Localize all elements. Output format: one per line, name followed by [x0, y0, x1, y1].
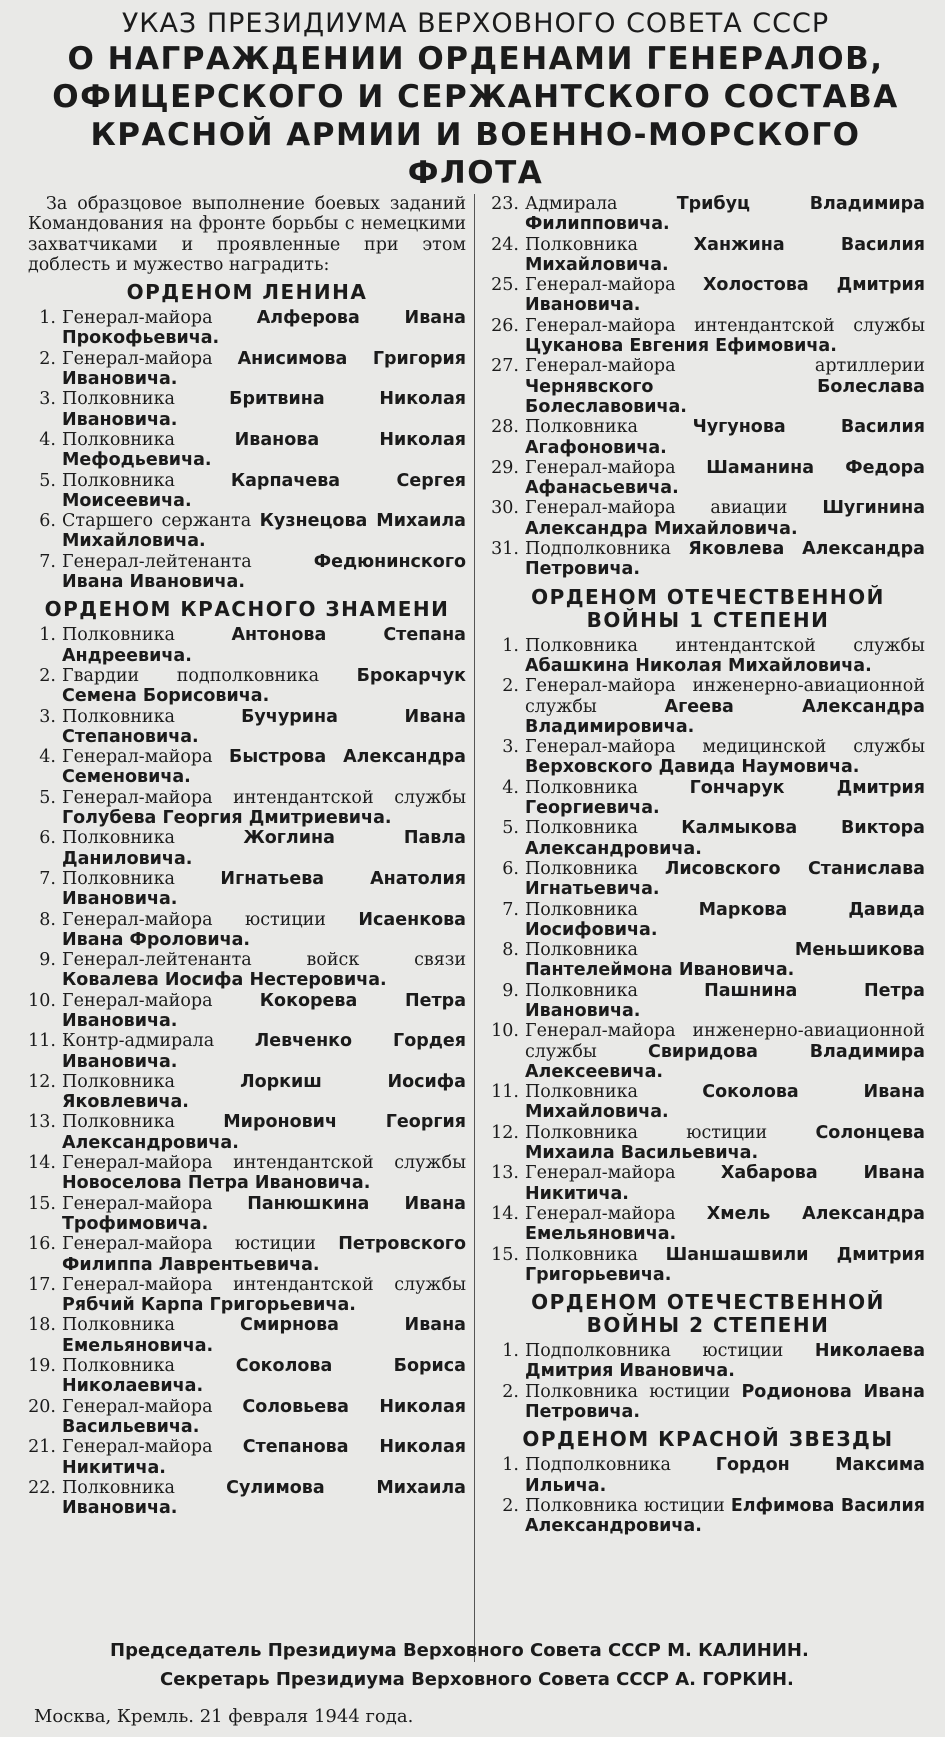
awardee-number: 27.	[491, 356, 519, 377]
awardee-rank: Генерал-майора медицинской службы	[525, 737, 925, 758]
awardee-item	[28, 869, 466, 910]
awardee-item	[28, 1275, 466, 1316]
awardee-name: Жоглина Павла Даниловича.	[62, 828, 466, 869]
awardee-rank: Полковника юстиции	[525, 1381, 731, 1402]
awardee-number: 31.	[491, 539, 519, 560]
awardee-number: 7.	[39, 551, 56, 572]
awardee-item	[491, 900, 925, 941]
awardee-name: Быстрова Александра Семеновича.	[62, 747, 466, 788]
awardee-name: Гордон Максима Ильича.	[525, 1455, 925, 1496]
awardee-rank: Полковника	[62, 828, 175, 849]
awardee-rank: Полковника	[62, 1477, 175, 1498]
awardee-item	[28, 308, 466, 349]
awardee-name: Соколова Ивана Михайловича.	[525, 1082, 925, 1123]
secretary-signature: Секретарь Президиума Верховного Совета СССР А. ГОРКИН.	[160, 1669, 794, 1690]
awardee-item	[28, 1397, 466, 1438]
awardee-name: Цуканова Евгения Ефимовича.	[525, 336, 837, 357]
awardee-item	[28, 552, 466, 593]
awardee-number: 8.	[502, 940, 519, 961]
awardee-number: 8.	[39, 909, 56, 930]
awardee-name: Пашнина Петра Ивановича.	[525, 980, 925, 1021]
awardee-name: Смирнова Ивана Емельяновича.	[62, 1315, 466, 1356]
awardee-name: Панюшкина Ивана Трофимовича.	[62, 1193, 466, 1234]
awardee-item	[491, 275, 925, 316]
awardee-name: Верховского Давида Наумовича.	[525, 757, 860, 778]
awardee-rank: Полковника	[525, 417, 638, 438]
awardee-item	[28, 1315, 466, 1356]
awardee-item	[28, 1356, 466, 1397]
awardee-name: Анисимова Григория Ивановича.	[62, 348, 466, 390]
awardee-number: 15.	[28, 1193, 56, 1214]
awardee-item	[491, 1496, 925, 1537]
awardee-number: 12.	[28, 1071, 56, 1092]
awardee-rank: Подполковника юстиции	[525, 1341, 784, 1362]
awardee-number: 5.	[39, 787, 56, 808]
awardee-rank: Генерал-майора интендантской службы	[62, 1153, 466, 1174]
awardee-item	[491, 636, 925, 677]
awardee-name: Исаенкова Ивана Фроловича.	[62, 909, 466, 950]
awardee-number: 5.	[39, 470, 56, 491]
awardee-name: Соловьева Николая Васильевича.	[62, 1396, 466, 1437]
awardee-number: 30.	[491, 498, 519, 519]
awardee-number: 7.	[39, 868, 56, 889]
awardee-rank: Генерал-майора интендантской службы	[62, 787, 466, 808]
awardee-item	[28, 471, 466, 512]
awardee-name: Родионова Ивана Петровича.	[525, 1381, 925, 1423]
awardee-item	[28, 511, 466, 552]
decree-body	[28, 194, 923, 1662]
awardee-number: 13.	[491, 1163, 519, 1184]
awardee-list	[491, 1341, 925, 1422]
awardee-item	[28, 430, 466, 471]
awardee-rank: Полковника	[525, 1082, 638, 1103]
award-section-title: ОРДЕНОМ ЛЕНИНА	[126, 280, 368, 305]
awardee-number: 2.	[39, 348, 56, 369]
awardee-list	[491, 636, 925, 1286]
awardee-item	[28, 1153, 466, 1194]
awardee-number: 14.	[28, 1153, 56, 1174]
awardee-name: Яковлева Александра Петровича.	[525, 539, 925, 580]
awardee-item	[28, 828, 466, 869]
awardee-number: 2.	[502, 1495, 519, 1516]
awardee-name: Федюнинского Ивана Ивановича.	[62, 551, 466, 593]
awardee-item	[28, 707, 466, 748]
decree-header	[28, 8, 923, 192]
awardee-number: 12.	[491, 1122, 519, 1143]
decree-title-line-1: О НАГРАЖДЕНИИ ОРДЕНАМИ ГЕНЕРАЛОВ,	[67, 41, 884, 77]
awardee-rank: Генерал-майора	[62, 747, 213, 768]
awardee-number: 9.	[39, 950, 56, 971]
awardee-number: 1.	[502, 1455, 519, 1476]
awardee-rank: Генерал-майора юстиции	[62, 1234, 316, 1255]
awardee-rank: Генерал-майора артиллерии	[525, 356, 925, 377]
awardee-item	[28, 625, 466, 666]
awardee-item	[491, 1204, 925, 1245]
awardee-item	[28, 1437, 466, 1478]
awardee-rank: Генерал-майора инженерно-авиационной службы	[525, 676, 925, 717]
awardee-number: 10.	[491, 1021, 519, 1042]
awardee-rank: Полковника	[62, 389, 175, 410]
awardee-rank: Генерал-лейтенанта войск связи	[62, 950, 466, 971]
chairman-signature: Председатель Президиума Верховного Совета СССР М. КАЛИНИН.	[110, 1640, 809, 1661]
awardee-item	[491, 539, 925, 580]
awardee-name: Николаева Дмитрия Ивановича.	[525, 1341, 925, 1382]
award-section-title: ОРДЕНОМ КРАСНОГО ЗНАМЕНИ	[44, 597, 450, 622]
awardee-number: 20.	[28, 1396, 56, 1417]
awardee-number: 11.	[491, 1082, 519, 1103]
awardee-rank: Полковника	[62, 625, 175, 646]
awardee-number: 6.	[39, 828, 56, 849]
awardee-item	[491, 778, 925, 819]
awardee-rank: Полковника	[525, 940, 638, 961]
awardee-number: 18.	[28, 1315, 56, 1336]
awardee-name: Чугунова Василия Агафоновича.	[525, 417, 925, 458]
awardee-name: Маркова Давида Иосифовича.	[525, 899, 925, 940]
awardee-rank: Подполковника	[525, 1455, 671, 1476]
awardee-name: Кокорева Петра Ивановича.	[62, 990, 466, 1031]
awardee-item	[491, 1123, 925, 1164]
awardee-name: Калмыкова Виктора Александровича.	[525, 818, 925, 859]
awardee-name: Свиридова Владимира Алексеевича.	[525, 1041, 925, 1082]
awardee-rank: Полковника	[62, 1356, 175, 1377]
awardee-item	[491, 940, 925, 981]
decree-title-line-2: ОФИЦЕРСКОГО И СЕРЖАНТСКОГО СОСТАВА	[52, 79, 899, 115]
awardee-rank: Генерал-майора	[62, 1437, 213, 1458]
awardee-item	[28, 1194, 466, 1235]
awardee-rank: Полковника	[525, 234, 638, 255]
awardee-item	[491, 1163, 925, 1204]
awardee-item	[491, 1245, 925, 1286]
awardee-rank: Генерал-майора инженерно-авиационной службы	[525, 1021, 925, 1062]
awardee-rank: Генерал-майора интендантской службы	[525, 315, 925, 336]
awardee-name: Брокарчук Семена Борисовича.	[62, 665, 466, 707]
award-section-title: ОРДЕНОМ КРАСНОЙ ЗВЕЗДЫ	[522, 1427, 894, 1452]
awardee-item	[28, 1072, 466, 1113]
awardee-item	[28, 1234, 466, 1275]
awardee-rank: Полковника	[62, 470, 175, 491]
awardee-name: Соколова Бориса Николаевича.	[62, 1356, 466, 1397]
awardee-rank: Адмирала	[525, 194, 618, 214]
awardee-number: 3.	[39, 706, 56, 727]
awardee-number: 10.	[28, 990, 56, 1011]
awardee-number: 3.	[502, 737, 519, 758]
decree-issuer: УКАЗ ПРЕЗИДИУМА ВЕРХОВНОГО СОВЕТА СССР	[121, 8, 830, 39]
awardee-number: 4.	[502, 777, 519, 798]
decree-intro: За образцовое выполнение боевых заданий Командования на фронте борьбы с немецкими захватчиками и проявленные при этом доблесть и мужество наградить:	[28, 194, 466, 275]
awardee-number: 19.	[28, 1356, 56, 1377]
awardee-item	[28, 1031, 466, 1072]
awardee-rank: Полковника	[525, 980, 638, 1001]
awardee-item	[491, 356, 925, 417]
awardee-name: Рябчий Карпа Григорьевича.	[62, 1295, 356, 1316]
awardee-name: Холостова Дмитрия Ивановича.	[525, 275, 925, 316]
awardee-list	[491, 194, 925, 580]
awardee-rank: Подполковника	[525, 539, 671, 560]
awardee-number: 15.	[491, 1244, 519, 1265]
awardee-item	[491, 498, 925, 539]
awardee-rank: Генерал-майора юстиции	[62, 909, 326, 930]
awardee-name: Бучурина Ивана Степановича.	[62, 706, 466, 747]
awardee-rank: Генерал-майора	[62, 308, 213, 329]
awardee-number: 23.	[491, 194, 519, 214]
awardee-name: Карпачева Сергея Моисеевича.	[62, 470, 466, 511]
awardee-number: 1.	[39, 625, 56, 646]
awardee-number: 5.	[502, 818, 519, 839]
awardee-rank: Полковника	[525, 1244, 638, 1265]
awardee-list	[28, 308, 466, 592]
awardee-rank: Полковника	[62, 868, 175, 889]
awardee-number: 22.	[28, 1477, 56, 1498]
awardee-rank: Генерал-майора	[525, 275, 676, 296]
awardee-name: Абашкина Николая Михайловича.	[525, 655, 872, 676]
awardee-name: Шугинина Александра Михайловича.	[525, 498, 925, 539]
awardee-name: Гончарук Дмитрия Георгиевича.	[525, 777, 925, 819]
awardee-number: 1.	[39, 308, 56, 329]
awardee-item	[491, 737, 925, 778]
awardee-name: Ковалева Иосифа Нестеровича.	[62, 970, 387, 991]
awardee-item	[491, 818, 925, 859]
awardee-number: 28.	[491, 417, 519, 438]
awardee-number: 17.	[28, 1274, 56, 1295]
awardee-name: Шаманина Федора Афанасьевича.	[525, 457, 925, 499]
awardee-name: Новоселова Петра Ивановича.	[62, 1173, 371, 1194]
awardee-rank: Контр-адмирала	[62, 1031, 215, 1052]
awardee-number: 4.	[39, 747, 56, 768]
awardee-item	[491, 458, 925, 499]
awardee-number: 2.	[502, 676, 519, 697]
awardee-number: 14.	[491, 1203, 519, 1224]
awardee-rank: Генерал-майора	[62, 990, 213, 1011]
awardee-number: 6.	[39, 511, 56, 532]
awardee-item	[28, 747, 466, 788]
awardee-list	[28, 625, 466, 1518]
awardee-number: 4.	[39, 429, 56, 450]
awardee-rank: Полковника	[62, 1315, 175, 1336]
awardee-number: 25.	[491, 275, 519, 296]
awardee-rank: Генерал-майора	[62, 348, 213, 369]
awardee-name: Сулимова Михаила Ивановича.	[62, 1477, 466, 1519]
awardee-item	[491, 1021, 925, 1082]
awardee-name: Игнатьева Анатолия Ивановича.	[62, 868, 466, 910]
decree-title-line-3: КРАСНОЙ АРМИИ И ВОЕННО-МОРСКОГО ФЛОТА	[90, 117, 861, 191]
awardee-name: Лоркиш Иосифа Яковлевича.	[62, 1071, 466, 1113]
awardee-number: 29.	[491, 457, 519, 478]
awardee-item	[491, 1341, 925, 1382]
awardee-item	[28, 788, 466, 829]
awardee-number: 1.	[502, 635, 519, 656]
awardee-rank: Полковника	[525, 899, 638, 920]
awardee-item	[491, 859, 925, 900]
awardee-rank: Полковника юстиции	[525, 1122, 768, 1143]
awardee-item	[491, 417, 925, 458]
awardee-number: 2.	[39, 665, 56, 686]
awardee-rank: Полковника юстиции	[525, 1495, 725, 1516]
awardee-item	[491, 316, 925, 357]
awardee-number: 6.	[502, 858, 519, 879]
award-section-title: ОРДЕНОМ ОТЕЧЕСТВЕННОЙ ВОЙНЫ 1 СТЕПЕНИ	[531, 584, 885, 632]
awardee-item	[28, 991, 466, 1032]
awardee-rank: Генерал-майора	[525, 1163, 676, 1184]
awardee-number: 21.	[28, 1437, 56, 1458]
awardee-item	[28, 1112, 466, 1153]
awardee-name: Меньшикова Пантелеймона Ивановича.	[525, 940, 925, 981]
awardee-name: Левченко Гордея Ивановича.	[62, 1031, 466, 1072]
awardee-number: 2.	[502, 1381, 519, 1402]
awardee-name: Голубева Георгия Дмитриевича.	[62, 808, 392, 829]
awardee-item	[28, 1478, 466, 1519]
awardee-rank: Полковника	[62, 1112, 175, 1133]
awardee-rank: Генерал-майора	[525, 1203, 676, 1224]
awardee-name: Ханжина Василия Михайловича.	[525, 234, 925, 275]
awardee-number: 13.	[28, 1112, 56, 1133]
awardee-name: Антонова Степана Андреевича.	[62, 625, 466, 666]
awardee-item	[491, 676, 925, 737]
awardee-name: Степанова Николая Никитича.	[62, 1437, 466, 1478]
awardee-rank: Генерал-лейтенанта	[62, 551, 252, 572]
awardee-rank: Генерал-майора интендантской службы	[62, 1274, 466, 1295]
awardee-name: Хабарова Ивана Никитича.	[525, 1163, 925, 1204]
awardee-number: 16.	[28, 1234, 56, 1255]
awardee-item	[491, 1382, 925, 1423]
awardee-name: Солонцева Михаила Васильевича.	[525, 1122, 925, 1164]
awardee-rank: Гвардии подполковника	[62, 665, 320, 686]
awardee-name: Шаншашвили Дмитрия Григорьевича.	[525, 1244, 925, 1285]
awardee-item	[28, 389, 466, 430]
awardee-item	[491, 981, 925, 1022]
awardee-name: Лисовского Станислава Игнатьевича.	[525, 858, 925, 900]
awardee-number: 1.	[502, 1341, 519, 1362]
place-and-date: Москва, Кремль. 21 февраля 1944 года.	[34, 1706, 414, 1727]
awardee-rank: Полковника	[62, 429, 175, 450]
awardee-number: 9.	[502, 980, 519, 1001]
awardee-rank: Полковника	[525, 858, 638, 879]
awardee-name: Миронович Георгия Александровича.	[62, 1112, 466, 1153]
awardee-rank: Полковника	[62, 1071, 175, 1092]
awardee-rank: Генерал-майора	[62, 1193, 213, 1214]
awardee-number: 3.	[39, 389, 56, 410]
awardee-rank: Полковника	[525, 818, 638, 839]
awardee-rank: Полковника	[525, 777, 638, 798]
awardee-name: Алферова Ивана Прокофьевича.	[62, 308, 466, 349]
awardee-number: 7.	[502, 899, 519, 920]
awardee-number: 24.	[491, 234, 519, 255]
awardee-name: Агеева Александра Владимировича.	[525, 696, 925, 737]
awardee-item	[28, 950, 466, 991]
awardee-name: Трибуц Владимира Филипповича.	[525, 194, 925, 235]
awardee-number: 26.	[491, 315, 519, 336]
awardee-rank: Генерал-майора	[62, 1396, 213, 1417]
awardee-rank: Генерал-майора авиации	[525, 498, 788, 519]
awardee-rank: Старшего сержанта	[62, 511, 252, 532]
awardee-name: Бритвина Николая Ивановича.	[62, 389, 466, 430]
awardee-name: Иванова Николая Мефодьевича.	[62, 429, 466, 471]
awardee-name: Елфимова Василия Александровича.	[525, 1495, 925, 1537]
left-column	[28, 194, 466, 1518]
awardee-rank: Полковника	[62, 706, 175, 727]
awardee-item	[491, 1082, 925, 1123]
awardee-name: Кузнецова Михаила Михайловича.	[62, 511, 466, 552]
awardee-item	[28, 349, 466, 390]
awardee-name: Петровского Филиппа Лаврентьевича.	[62, 1234, 466, 1275]
column-divider	[474, 194, 475, 1662]
awardee-list	[491, 1455, 925, 1536]
awardee-item	[28, 666, 466, 707]
awardee-item	[28, 910, 466, 951]
awardee-number: 11.	[28, 1031, 56, 1052]
awardee-name: Хмель Александра Емельяновича.	[525, 1203, 925, 1245]
awardee-item	[491, 194, 925, 235]
awardee-item	[491, 235, 925, 276]
right-column	[491, 194, 925, 1537]
award-section-title: ОРДЕНОМ ОТЕЧЕСТВЕННОЙ ВОЙНЫ 2 СТЕПЕНИ	[531, 1290, 885, 1338]
awardee-name: Чернявского Болеслава Болеславовича.	[525, 376, 925, 417]
awardee-rank: Полковника интендантской службы	[525, 635, 925, 656]
awardee-item	[491, 1455, 925, 1496]
awardee-rank: Генерал-майора	[525, 457, 676, 478]
